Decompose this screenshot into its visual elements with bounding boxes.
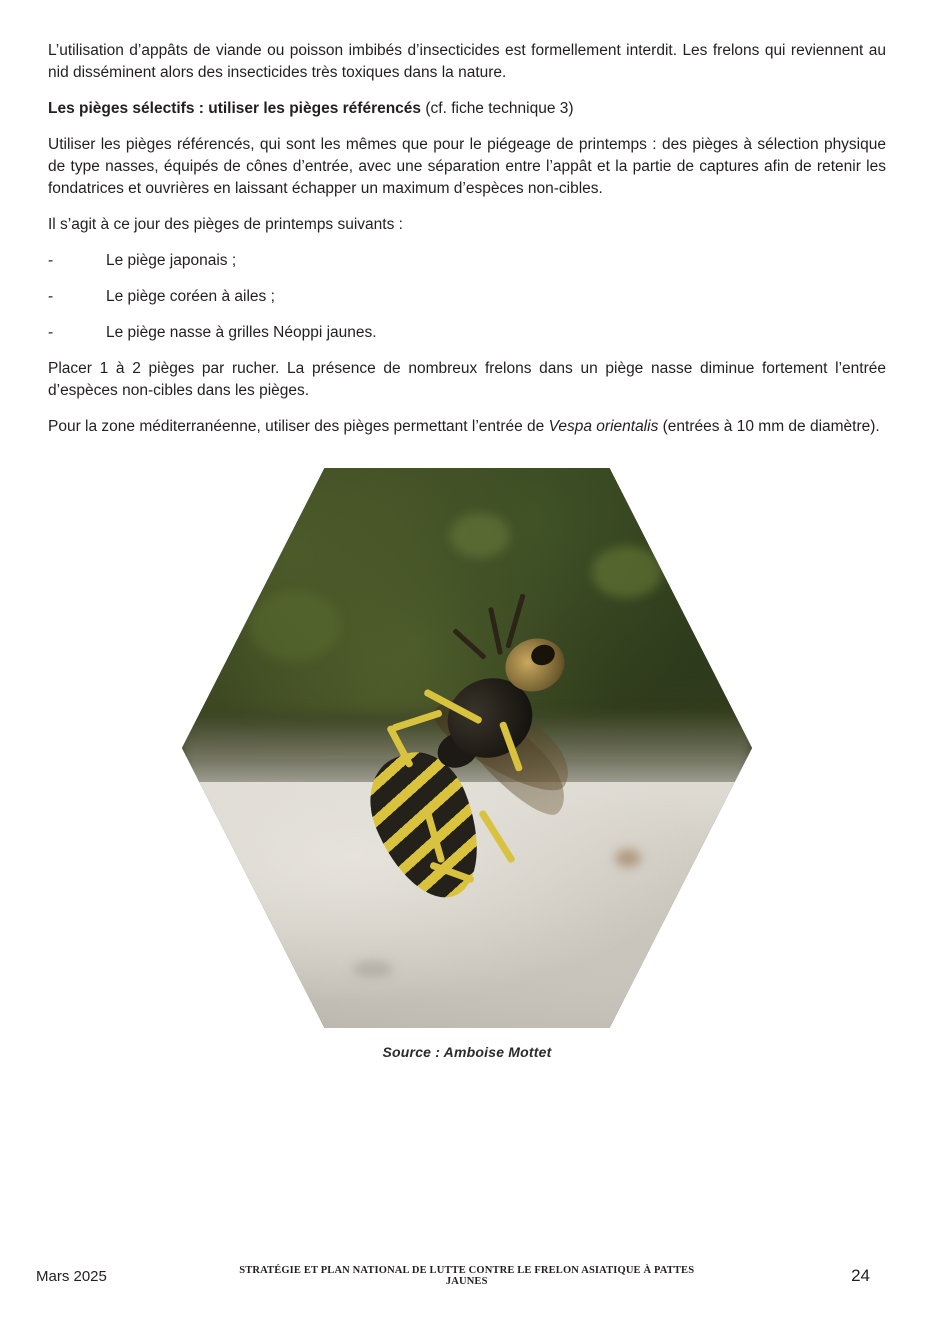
footer-title: STRATÉGIE ET PLAN NATIONAL DE LUTTE CONTRE LE FRELON ASIATIQUE À PATTES JAUNES	[239, 1265, 695, 1287]
footer-date: Mars 2025	[36, 1267, 107, 1285]
paragraph-body-2: Placer 1 à 2 pièges par rucher. La présence de nombreux frelons dans un piège nasse diminue fortement l’entrée d’espèces non-cibles dans les pièges.	[48, 360, 886, 399]
paragraph-body-3-suffix: (entrées à 10 mm de diamètre).	[658, 418, 880, 435]
section-heading	[48, 98, 886, 120]
section-heading-suffix: (cf. fiche technique 3)	[425, 100, 574, 117]
list-item	[48, 322, 886, 344]
species-name: Vespa orientalis	[548, 418, 659, 435]
page-footer	[0, 1256, 934, 1296]
wasp-photograph	[182, 468, 752, 1028]
list-item-label: Le piège nasse à grilles Néoppi jaunes.	[106, 324, 377, 341]
paragraph-intro: L’utilisation d’appâts de viande ou poisson imbibés d’insecticides est formellement interdit. Les frelons qui reviennent au nid disséminent alors des insecticides très toxiques dans la nature.	[48, 42, 886, 81]
photo-bokeh-spot	[615, 849, 641, 867]
wasp-antenna	[488, 607, 503, 655]
list-item-label: Le piège coréen à ailes ;	[106, 288, 275, 305]
wasp-antenna	[505, 593, 525, 648]
wasp-body	[317, 583, 617, 913]
hexagon-image-frame	[182, 468, 752, 1028]
photo-bokeh-spot	[353, 961, 393, 977]
page-number: 24	[851, 1266, 870, 1285]
list-item	[48, 286, 886, 308]
list-marker: -	[48, 252, 54, 269]
wasp-antenna	[452, 628, 487, 660]
figure-caption: Source : Amboise Mottet	[382, 1044, 552, 1060]
figure-wasp-photo	[48, 468, 886, 1060]
photo-bokeh-spot	[450, 513, 510, 558]
list-marker: -	[48, 288, 54, 305]
list-marker: -	[48, 324, 54, 341]
paragraph-body-1: Utiliser les pièges référencés, qui sont les mêmes que pour le piégeage de printemps : des pièges à sélection physique de type nasses, équipés de cônes d’entrée, avec une séparation entre l’appât et la partie de captures afin de retenir les fondatrices et ouvrières en laissant échapper un maximum d’espèces non-cibles.	[48, 136, 886, 197]
list-item-label: Le piège japonais ;	[106, 252, 237, 269]
paragraph-body-3-prefix: Pour la zone méditerranéenne, utiliser des pièges permettant l’entrée de	[48, 418, 549, 435]
paragraph-body-3	[48, 416, 886, 438]
list-item	[48, 250, 886, 272]
section-heading-bold: Les pièges sélectifs : utiliser les pièges référencés	[48, 100, 422, 117]
wasp-leg	[478, 809, 516, 864]
paragraph-lead-in: Il s’agit à ce jour des pièges de printemps suivants :	[48, 216, 403, 233]
